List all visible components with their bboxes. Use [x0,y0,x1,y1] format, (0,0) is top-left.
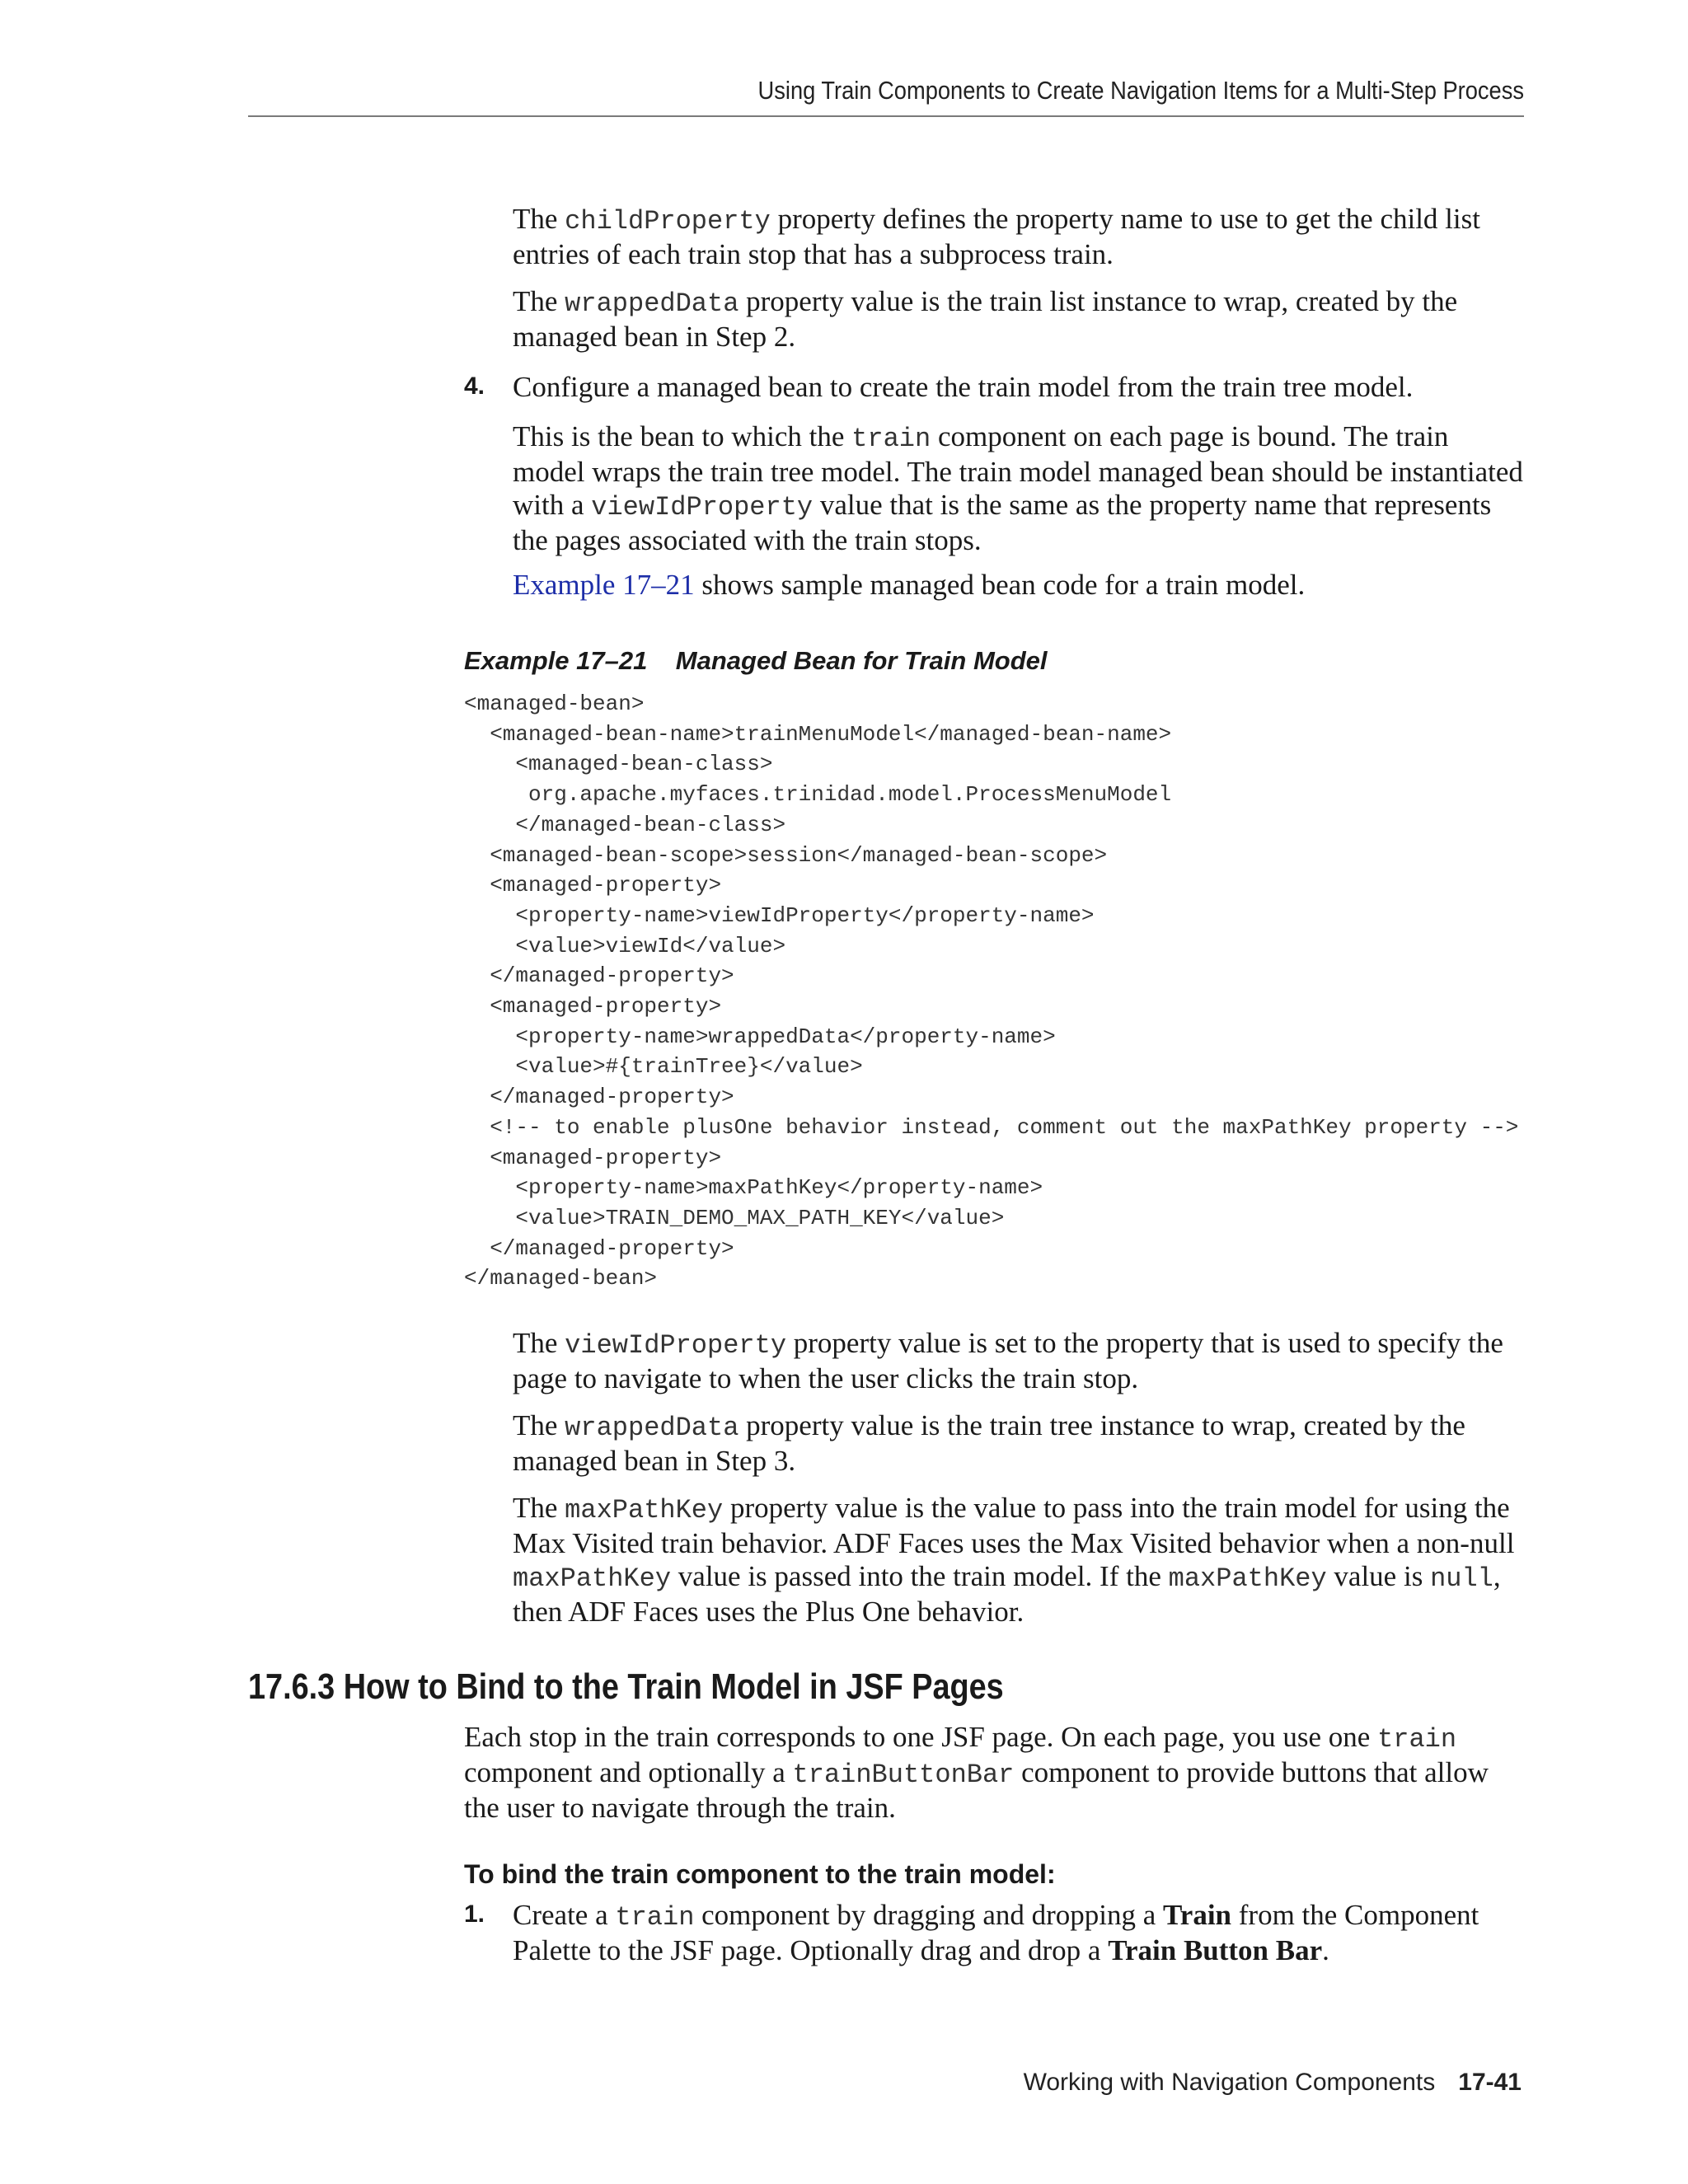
text: shows sample managed bean code for a train model. [694,569,1306,601]
code-listing: <managed-bean> <managed-bean-name>trainMenuModel</managed-bean-name> <managed-bean-class> org.apache.myfaces.trinidad.model.ProcessMenuModel </managed-bean-class> <managed-bean-scope>session</managed-bean-scope> <managed-property> <property-name>viewIdProperty</property-name> <value>viewId</value> </managed-property> <managed-property> <property-name>wrappedData</property-name> <value>#{trainTree}</value> </managed-property> <!-- to enable plusOne behavior instead, comment out the maxPathKey property --> <managed-property> <property-name>maxPathKey</property-name> <value>TRAIN_DEMO_MAX_PATH_KEY</value> </managed-property> </managed-bean> [464,691,1519,1291]
code-maxPathKey: maxPathKey [513,1563,672,1594]
text: Each stop in the train corresponds to one JSF page. On each page, you use one [464,1721,1378,1753]
code-wrappedData: wrappedData [565,288,739,319]
ui-label-train-button-bar: Train Button Bar [1108,1934,1323,1966]
text: component and optionally a [464,1756,793,1788]
text: The [513,1327,565,1359]
code-train: train [1377,1724,1457,1755]
paragraph-each-stop [464,1721,1527,1825]
step-1-text [513,1899,1526,1967]
example-link[interactable]: Example 17–21 [513,569,695,601]
step-number-4: 4. [464,373,485,400]
text: component by dragging and dropping a [694,1899,1164,1931]
text: Create a [513,1899,616,1931]
code-trainButtonBar: trainButtonBar [792,1760,1015,1790]
paragraph-bean-bound [513,420,1526,557]
page-number: 17-41 [1458,2069,1522,2096]
running-header: Using Train Components to Create Navigation Items for a Multi-Step Process [757,76,1524,105]
text: The [513,1409,565,1441]
paragraph-wrapped-data-tree [513,1409,1526,1478]
text: component to provide buttons that allow the user to navigate through the train. [464,1756,1489,1824]
step-number-1: 1. [464,1900,485,1928]
text: This is the bean to which the [513,420,852,452]
text: property defines the property name to use to get the child list entries of each train stop that has a subprocess train. [513,203,1480,270]
footer-chapter-title: Working with Navigation Components [1023,2069,1436,2096]
code-childProperty: childProperty [565,206,771,237]
text: value that is the same as the property name that represents the pages associated with the train stops. [513,489,1492,556]
page-footer [1024,2069,1522,2097]
text: from the Component Palette to the JSF page. Optionally drag and drop a [513,1899,1479,1966]
header-divider [248,115,1524,117]
text: property value is the value to pass into the train model for using the Max Visited train behavior. ADF Faces uses the Max Visited behavior when a non-null [513,1492,1515,1559]
code-wrappedData: wrappedData [565,1413,739,1443]
code-train: train [615,1902,695,1933]
text: property value is set to the property that is used to specify the page to navigate to when the user clicks the train stop. [513,1327,1503,1394]
procedure-heading: To bind the train component to the train model: [464,1859,1056,1889]
code-viewIdProperty: viewIdProperty [591,492,814,523]
text: The [513,203,565,235]
paragraph-wrapped-data-list [513,285,1526,354]
paragraph-child-property [513,203,1526,271]
code-maxPathKey: maxPathKey [1168,1563,1327,1594]
text: property value is the train tree instance to wrap, created by the managed bean in Step 3. [513,1409,1465,1477]
text: property value is the train list instance to wrap, created by the managed bean in Step 2. [513,285,1458,353]
example-title: Example 17–21 Managed Bean for Train Model [464,646,1048,675]
text: The [513,285,565,317]
text: value is passed into the train model. If the [671,1560,1169,1592]
code-viewIdProperty: viewIdProperty [565,1330,787,1361]
text: . [1322,1934,1329,1966]
section-heading: 17.6.3 How to Bind to the Train Model in JSF Pages [248,1666,1004,1707]
text: The [513,1492,565,1524]
text: value is [1326,1560,1431,1592]
code-null: null [1430,1563,1493,1594]
paragraph-example-reference [513,569,1526,602]
ui-label-train: Train [1163,1899,1232,1931]
text: component on each page is bound. The train model wraps the train tree model. The train model managed bean should be instantiated with a [513,420,1523,521]
paragraph-view-id-property [513,1327,1526,1395]
code-maxPathKey: maxPathKey [565,1495,724,1526]
text: , then ADF Faces uses the Plus One behavior. [513,1560,1501,1628]
step-4-text: Configure a managed bean to create the train model from the train tree model. [513,371,1414,403]
code-train: train [851,424,931,454]
paragraph-max-path-key [513,1492,1526,1629]
